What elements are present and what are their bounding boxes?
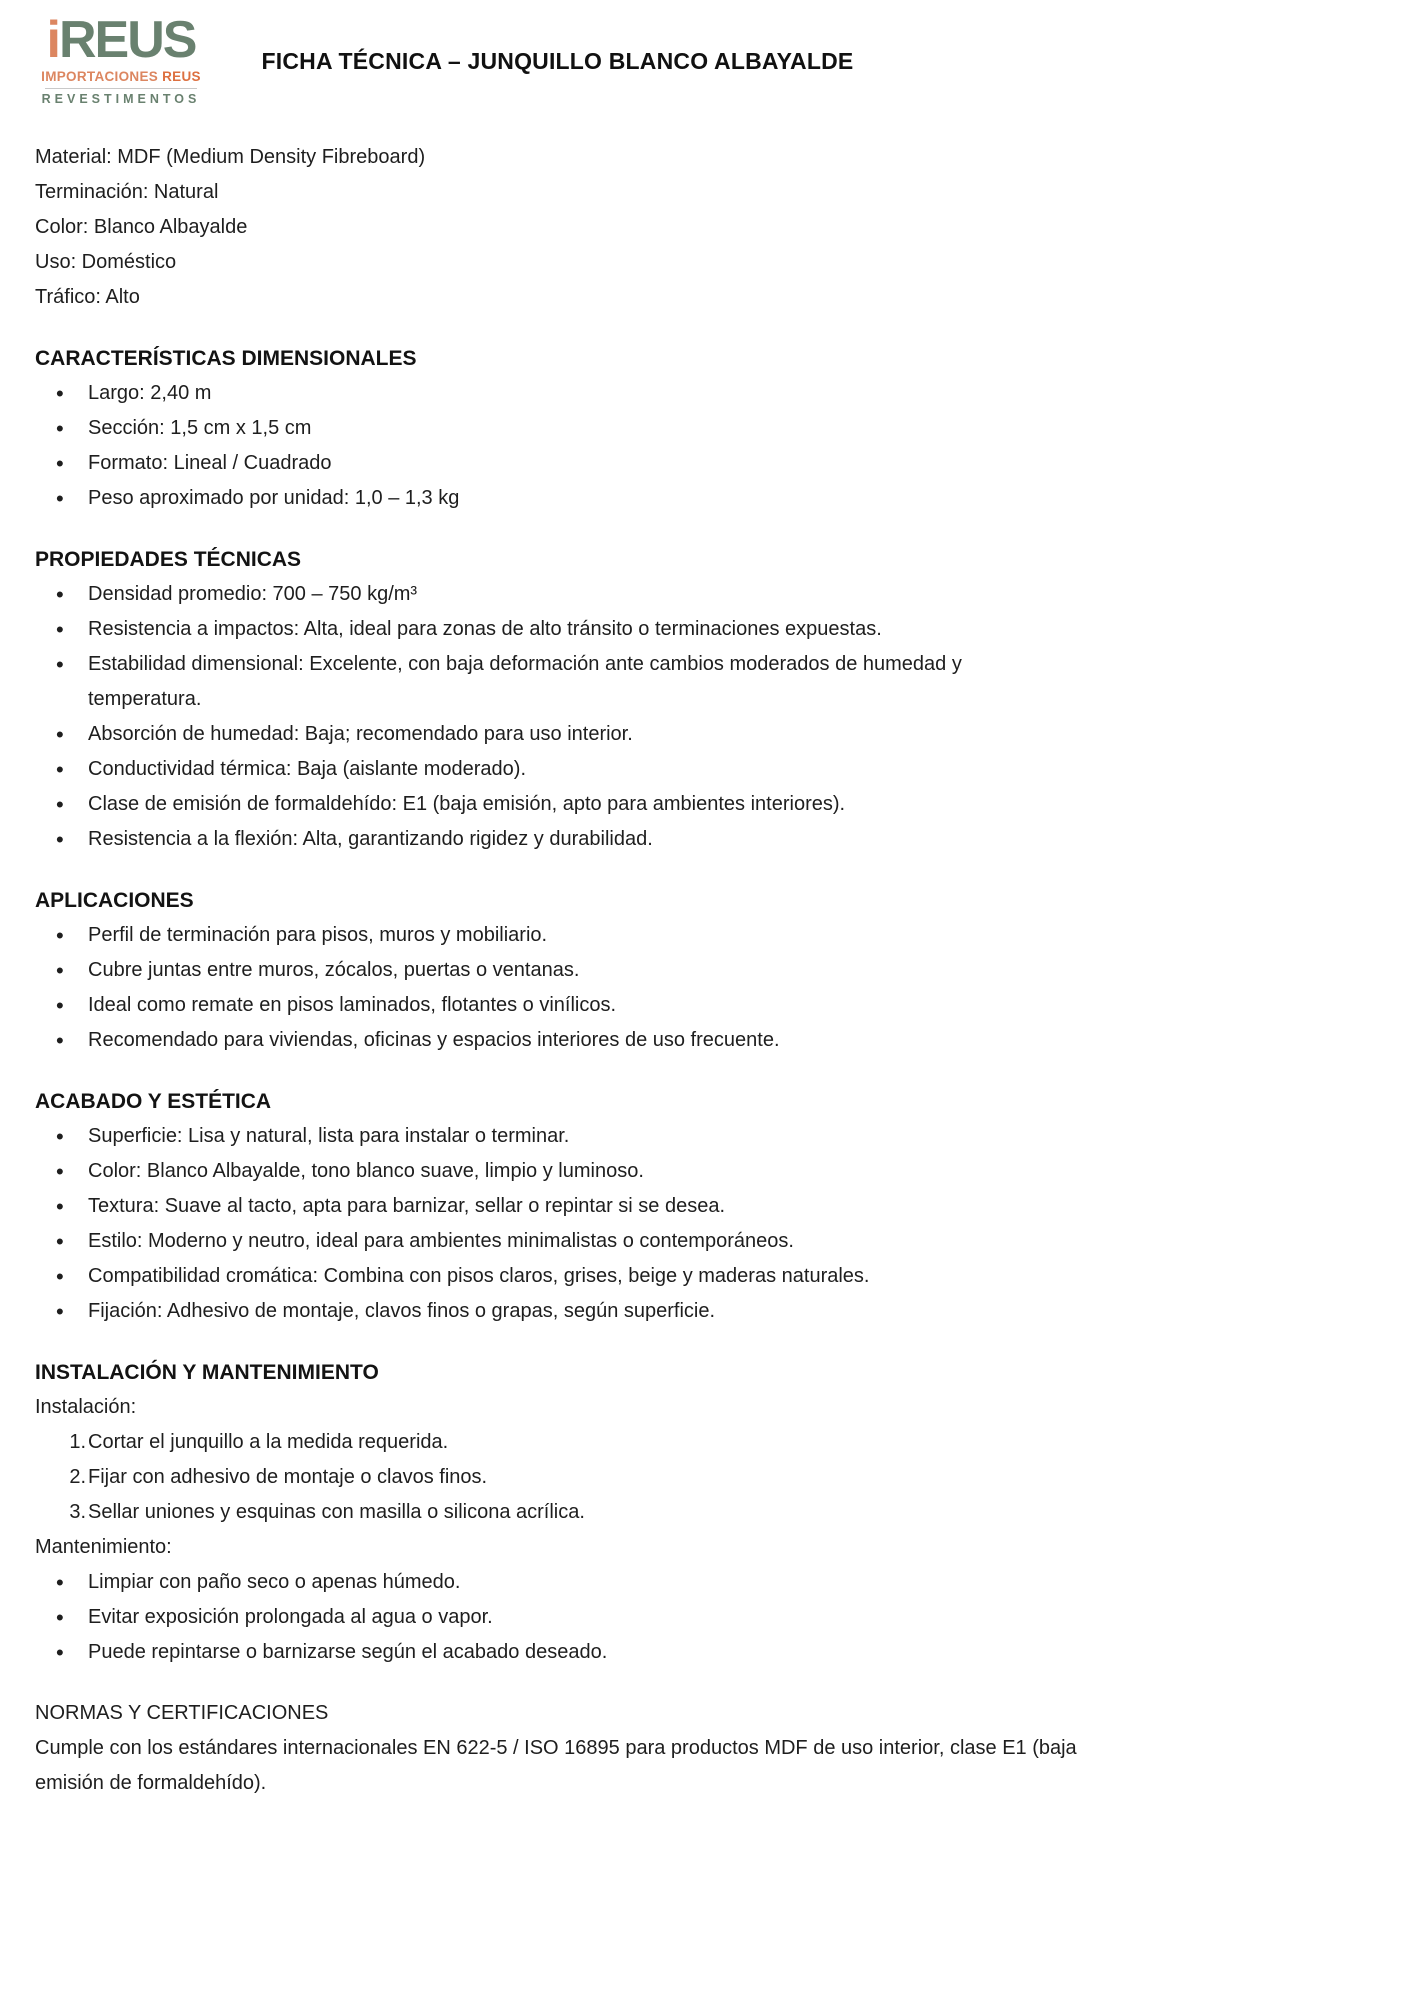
instalacion-step: Fijar con adhesivo de montaje o clavos finos. [88,1466,488,1488]
acabado-list [35,1119,1080,1329]
logo-divider-line [45,88,197,89]
acabado-bullet: • Superficie: Lisa y natural, lista para instalar o terminar. [35,1119,1080,1154]
document-content [35,0,1080,1801]
section-aplicaciones [35,883,1080,1058]
aplicaciones-bullet: • Perfil de terminación para pisos, muros y mobiliario. [35,918,1080,953]
section-heading-instalacion: INSTALACIÓN Y MANTENIMIENTO [35,1361,379,1384]
instalacion-steps-list [35,1425,1080,1530]
propiedades-bullet: • Clase de emisión de formaldehído: E1 (baja emisión, apto para ambientes interiores). [35,787,1080,822]
logo-subtitle-importaciones: IMPORTACIONES [41,69,159,84]
company-logo [35,11,207,106]
acabado-bullet: • Estilo: Moderno y neutro, ideal para ambientes minimalistas o contemporáneos. [35,1224,1080,1259]
aplicaciones-bullet: • Recomendado para viviendas, oficinas y espacios interiores de uso frecuente. [35,1023,1080,1058]
general-info-line: Uso: Doméstico [35,251,177,273]
section-heading-normas: NORMAS Y CERTIFICACIONES [35,1702,329,1724]
general-info-line: Material: MDF (Medium Density Fibreboard) [35,146,426,168]
logo-letters-reus: REUS [58,11,196,69]
propiedades-bullet: • Absorción de humedad: Baja; recomendado para uso interior. [35,717,1080,752]
mantenimiento-bullet: • Evitar exposición prolongada al agua o vapor. [35,1600,1080,1635]
section-general-info [35,140,1080,315]
section-propiedades-tecnicas [35,542,1080,857]
section-heading-dimensionales: CARACTERÍSTICAS DIMENSIONALES [35,347,417,370]
propiedades-bullet: • Conductividad térmica: Baja (aislante moderado). [35,752,1080,787]
section-caracteristicas-dimensionales [35,341,1080,516]
dimensionales-list [35,376,1080,516]
dimensionales-bullet: • Largo: 2,40 m [35,376,1080,411]
aplicaciones-bullet: • Cubre juntas entre muros, zócalos, puertas o ventanas. [35,953,1080,988]
dimensionales-bullet: • Sección: 1,5 cm x 1,5 cm [35,411,1080,446]
section-acabado-estetica [35,1084,1080,1329]
instalacion-sublabel: Instalación: [35,1396,137,1418]
instalacion-step: Sellar uniones y esquinas con masilla o silicona acrílica. [88,1501,585,1523]
dimensionales-bullet: • Formato: Lineal / Cuadrado [35,446,1080,481]
propiedades-bullet: • Estabilidad dimensional: Excelente, con baja deformación ante cambios moderados de humedad y temperatura. [35,647,1080,717]
acabado-bullet: • Color: Blanco Albayalde, tono blanco suave, limpio y luminoso. [35,1154,1080,1189]
logo-subtitle-reus: REUS [162,69,201,84]
mantenimiento-sublabel: Mantenimiento: [35,1536,172,1558]
aplicaciones-bullet: • Ideal como remate en pisos laminados, flotantes o vinílicos. [35,988,1080,1023]
general-info-line: Color: Blanco Albayalde [35,216,248,238]
propiedades-bullet: • Densidad promedio: 700 – 750 kg/m³ [35,577,1080,612]
propiedades-bullet: • Resistencia a la flexión: Alta, garantizando rigidez y durabilidad. [35,822,1080,857]
logo-wordmark [35,11,207,69]
section-heading-propiedades: PROPIEDADES TÉCNICAS [35,548,302,571]
mantenimiento-bullet: • Limpiar con paño seco o apenas húmedo. [35,1565,1080,1600]
propiedades-list [35,577,1080,857]
general-info-line: Tráfico: Alto [35,286,140,308]
document-header [35,0,1080,140]
section-heading-aplicaciones: APLICACIONES [35,889,194,912]
acabado-bullet: • Compatibilidad cromática: Combina con pisos claros, grises, beige y maderas naturales. [35,1259,1080,1294]
propiedades-bullet: • Resistencia a impactos: Alta, ideal para zonas de alto tránsito o terminaciones expuestas. [35,612,1080,647]
instalacion-step: Cortar el junquillo a la medida requerida. [88,1431,449,1453]
page-title: FICHA TÉCNICA – JUNQUILLO BLANCO ALBAYALDE [261,48,854,74]
logo-subtitle [35,70,207,84]
dimensionales-bullet: • Peso aproximado por unidad: 1,0 – 1,3 kg [35,481,1080,516]
mantenimiento-bullet: • Puede repintarse o barnizarse según el acabado deseado. [35,1635,1080,1670]
acabado-bullet: • Fijación: Adhesivo de montaje, clavos finos o grapas, según superficie. [35,1294,1080,1329]
section-instalacion-mantenimiento [35,1355,1080,1670]
general-info-lines [35,140,1080,315]
acabado-bullet: • Textura: Suave al tacto, apta para barnizar, sellar o repintar si se desea. [35,1189,1080,1224]
mantenimiento-list [35,1565,1080,1670]
normas-paragraph: Cumple con los estándares internacionales EN 622-5 / ISO 16895 para productos MDF de uso interior, clase E1 (baja emisión de formaldehído). [35,1737,1077,1794]
aplicaciones-list [35,918,1080,1058]
logo-letter-i: i [46,11,59,69]
logo-tagline: REVESTIMENTOS [41,91,201,106]
general-info-line: Terminación: Natural [35,181,219,203]
section-heading-acabado: ACABADO Y ESTÉTICA [35,1090,272,1113]
section-normas-certificaciones [35,1696,1080,1801]
